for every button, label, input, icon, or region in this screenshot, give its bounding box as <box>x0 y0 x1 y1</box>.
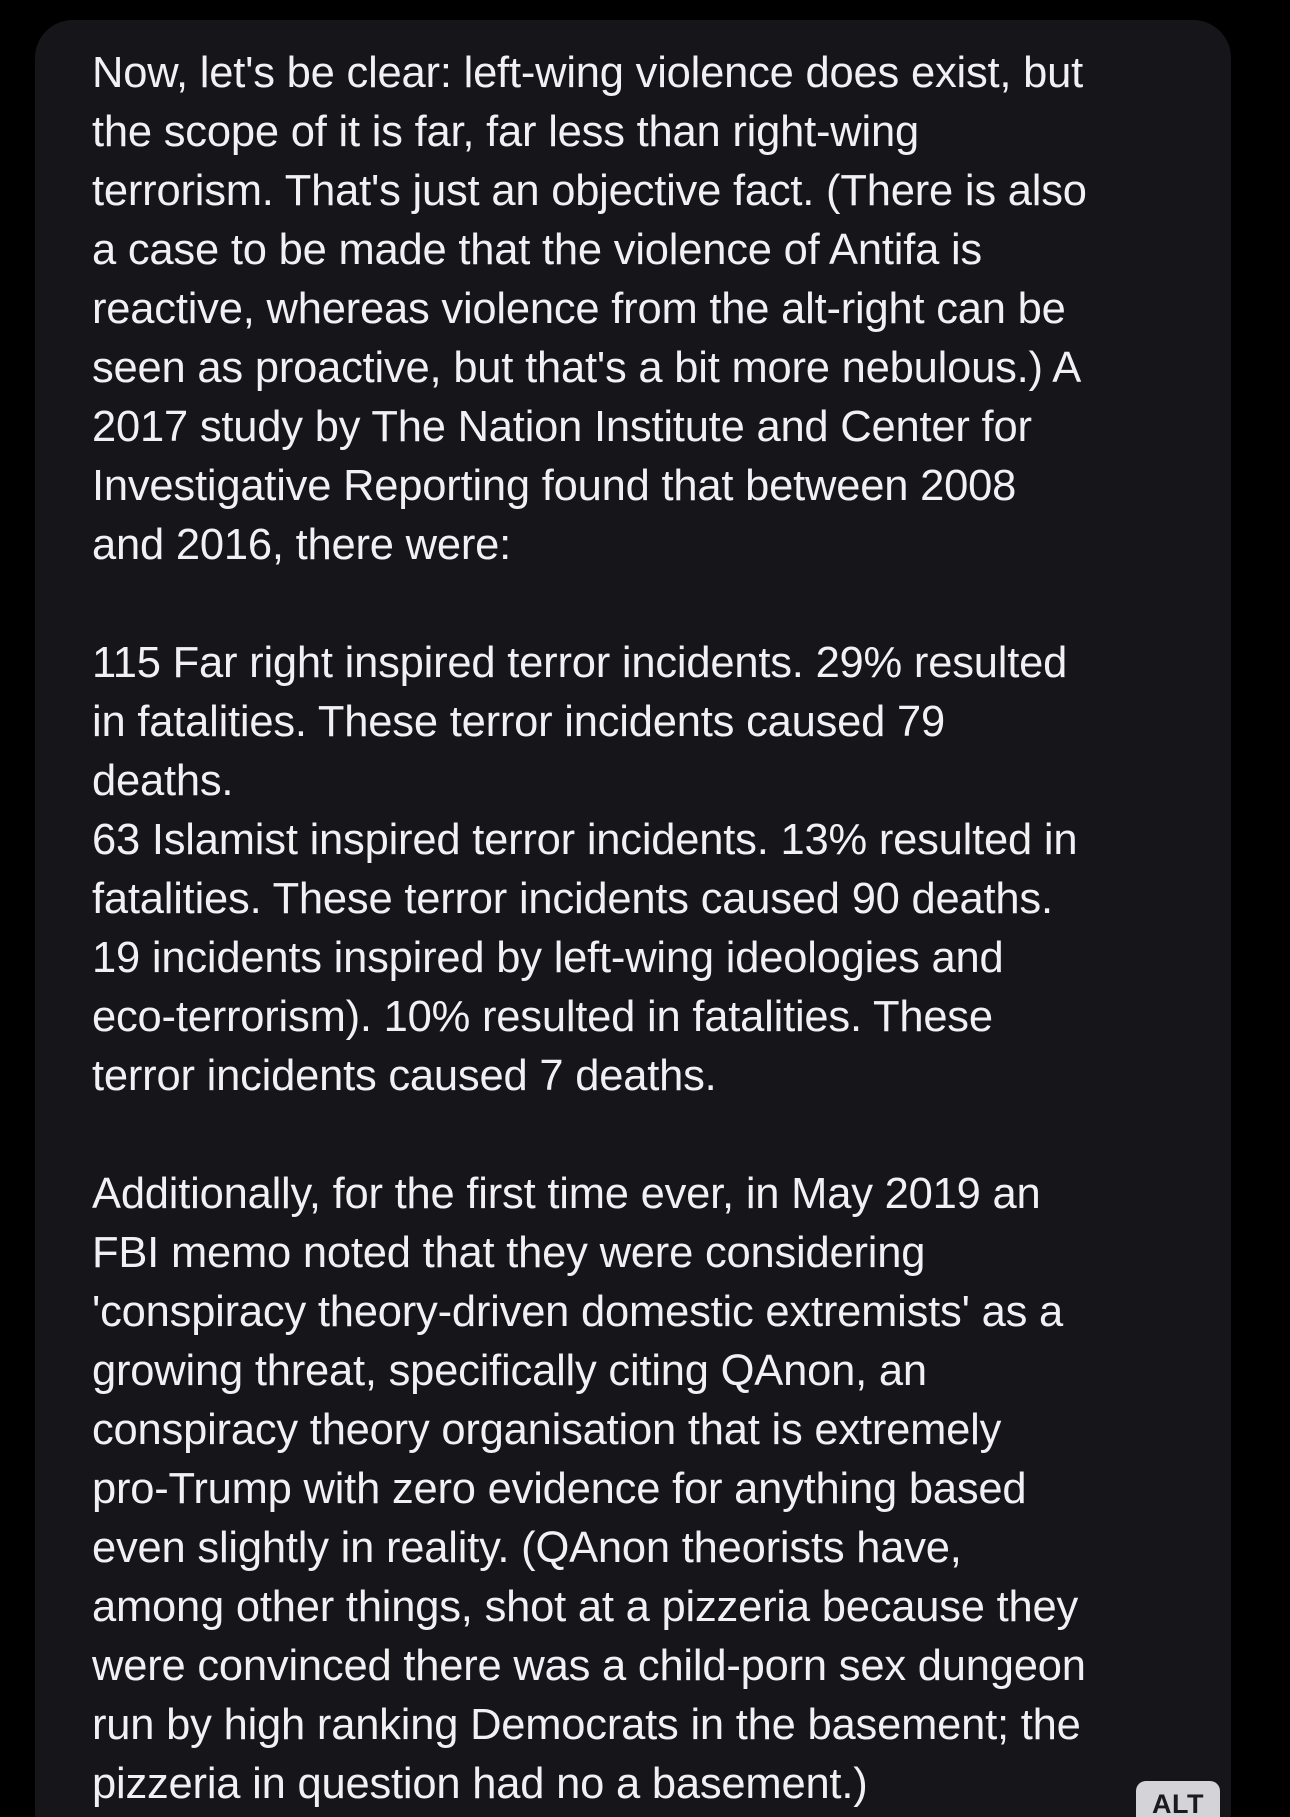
text-line: eco-terrorism). 10% resulted in fatalities. These <box>92 993 993 1041</box>
text-line: and 2016, there were: <box>92 521 512 569</box>
text-line: terror incidents caused 7 deaths. <box>92 1052 717 1100</box>
text-line: FBI memo noted that they were considering <box>92 1229 926 1277</box>
text-line: 'conspiracy theory-driven domestic extremists' as a <box>92 1288 1064 1336</box>
text-line: conspiracy theory organisation that is extremely <box>92 1406 1002 1454</box>
text-line: were convinced there was a child-porn sex dungeon <box>92 1642 1086 1690</box>
alt-text-button[interactable]: ALT <box>1136 1781 1220 1817</box>
text-line: Investigative Reporting found that between 2008 <box>92 462 1017 510</box>
paragraph-gap <box>92 575 1232 634</box>
text-line: 115 Far right inspired terror incidents. 29% resulted <box>92 639 1068 687</box>
text-line: seen as proactive, but that's a bit more nebulous.) A <box>92 344 1082 392</box>
text-line: terrorism. That's just an objective fact. (There is also <box>92 167 1087 215</box>
paragraph-1 <box>92 44 1232 575</box>
text-line: 19 incidents inspired by left-wing ideologies and <box>92 934 1004 982</box>
text-line: Additionally, for the first time ever, in May 2019 an <box>92 1170 1041 1218</box>
text-line: pizzeria in question had no a basement.) <box>92 1760 868 1808</box>
text-line: Now, let's be clear: left-wing violence does exist, but <box>92 49 1084 97</box>
text-line: reactive, whereas violence from the alt-right can be <box>92 285 1066 333</box>
text-line: run by high ranking Democrats in the basement; the <box>92 1701 1081 1749</box>
post-text <box>92 44 1232 1814</box>
text-line: a case to be made that the violence of Antifa is <box>92 226 982 274</box>
text-line: growing threat, specifically citing QAnon, an <box>92 1347 927 1395</box>
text-line: pro-Trump with zero evidence for anything based <box>92 1465 1027 1513</box>
text-line: 2017 study by The Nation Institute and Center for <box>92 403 1032 451</box>
text-line: deaths. <box>92 757 234 805</box>
paragraph-gap <box>92 1106 1232 1165</box>
paragraph-2 <box>92 634 1232 1106</box>
text-line: among other things, shot at a pizzeria because they <box>92 1583 1079 1631</box>
paragraph-3 <box>92 1165 1232 1814</box>
text-line: the scope of it is far, far less than right-wing <box>92 108 919 156</box>
text-line: fatalities. These terror incidents caused 90 deaths. <box>92 875 1053 923</box>
text-line: 63 Islamist inspired terror incidents. 13% resulted in <box>92 816 1078 864</box>
text-line: even slightly in reality. (QAnon theorists have, <box>92 1524 962 1572</box>
text-line: in fatalities. These terror incidents caused 79 <box>92 698 946 746</box>
